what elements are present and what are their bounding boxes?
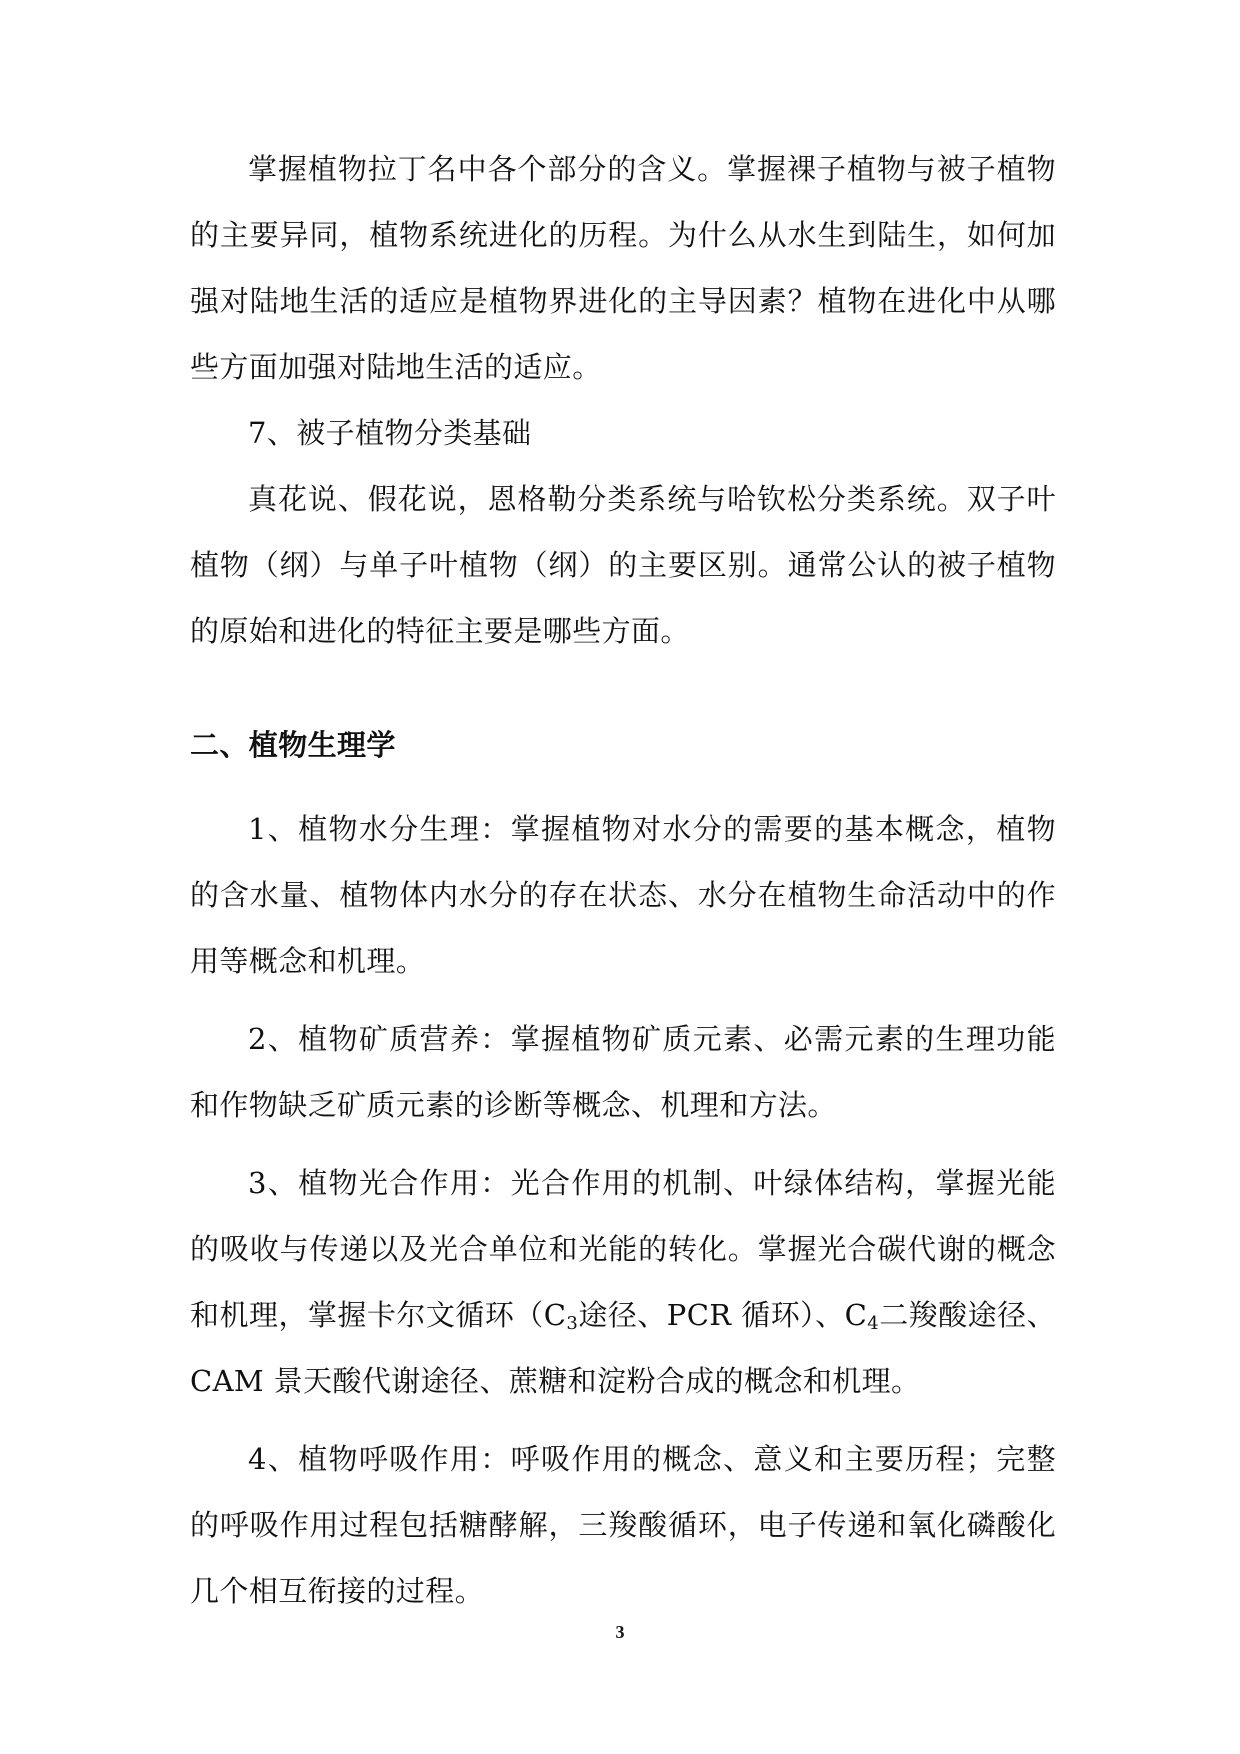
section-heading-plant-physiology: 二、植物生理学 (190, 728, 396, 762)
item-3-photosynthesis (190, 1150, 1056, 1414)
page-content (190, 136, 1056, 1624)
item-3-text-part2: 途径、PCR 循环）、C (578, 1298, 868, 1332)
c4-subscript: 4 (867, 1313, 880, 1334)
paragraph-angiosperm-classification: 真花说、假花说，恩格勒分类系统与哈钦松分类系统。双子叶植物（纲）与单子叶植物（纲）的主要区别。通常公认的被子植物的原始和进化的特征主要是哪些方面。 (190, 482, 1056, 648)
item-3-text-part1: 3、植物光合作用：光合作用的机制、叶绿体结构，掌握光能的吸收与传递以及光合单位和光能的转化。掌握光合碳代谢的概念和机理，掌握卡尔文循环（C (190, 1166, 1056, 1332)
paragraph-latin-names: 掌握植物拉丁名中各个部分的含义。掌握裸子植物与被子植物的主要异同，植物系统进化的历程。为什么从水生到陆生，如何加强对陆地生活的适应是植物界进化的主导因素？植物在进化中从哪些方面加强对陆地生活的适应。 (190, 152, 1056, 384)
item-3-text-part3: 二羧酸途径、CAM 景天酸代谢途径、蔗糖和淀粉合成的概念和机理。 (190, 1298, 1057, 1398)
page-number: 3 (615, 1622, 625, 1642)
item-7-title: 7、被子植物分类基础 (248, 416, 532, 450)
c3-subscript: 3 (566, 1313, 579, 1334)
item-4-respiration: 4、植物呼吸作用：呼吸作用的概念、意义和主要历程；完整的呼吸作用过程包括糖酵解，三羧酸循环，电子传递和氧化磷酸化几个相互衔接的过程。 (190, 1442, 1056, 1608)
item-1-water-physiology: 1、植物水分生理：掌握植物对水分的需要的基本概念，植物的含水量、植物体内水分的存在状态、水分在植物生命活动中的作用等概念和机理。 (190, 812, 1056, 978)
item-2-mineral-nutrition: 2、植物矿质营养：掌握植物矿质元素、必需元素的生理功能和作物缺乏矿质元素的诊断等概念、机理和方法。 (190, 1022, 1056, 1122)
